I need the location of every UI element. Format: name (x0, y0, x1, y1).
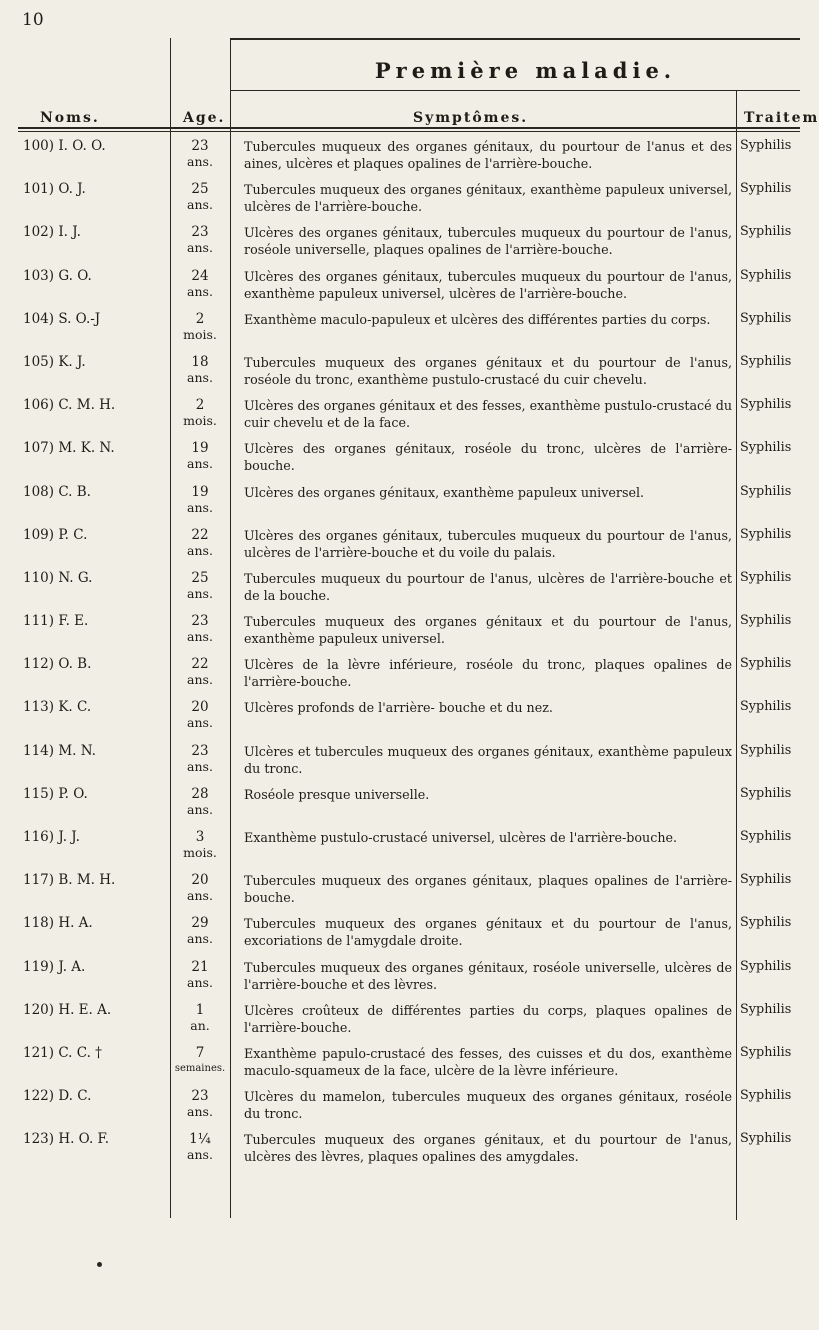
treatment-text: Syphilis (740, 310, 792, 326)
age-unit: ans. (187, 801, 213, 817)
table-row (18, 480, 800, 523)
table-row (18, 1127, 800, 1170)
header-rule (18, 127, 800, 129)
column-head-names: Noms. (40, 110, 100, 126)
age-unit: mois. (183, 326, 217, 342)
symptoms-text: Ulcères des organes génitaux, tubercules muqueux du pourtour de l'anus, exanthème papuleux universel, ulcères de l'arrière-bouche. (244, 268, 732, 301)
table-row (18, 955, 800, 998)
symptoms-text: Tubercules muqueux des organes génitaux, et du pourtour de l'anus, ulcères des lèvres, plaques opalines des amygdales. (244, 1132, 732, 1165)
age-value: 25 (191, 569, 209, 586)
patient-name: 121) C. C. † (23, 1044, 102, 1061)
age-unit: ans. (187, 369, 213, 385)
symptoms-text: Tubercules muqueux des organes génitaux, exanthème papuleux universel, ulcères de l'arrière-bouche. (244, 182, 732, 215)
patient-age (170, 311, 230, 343)
table-row (18, 264, 800, 307)
age-value: 23 (191, 613, 209, 630)
symptoms-text: Ulcères croûteux de différentes parties du corps, plaques opalines de l'arrière-bouche. (244, 1002, 732, 1035)
table-row (18, 609, 800, 652)
age-value: 1 (195, 1001, 205, 1018)
symptoms-text: Ulcères des organes génitaux, tubercules muqueux du pourtour de l'anus, roséole universelle, plaques opalines de l'arrière-bouche. (244, 225, 732, 258)
age-value: 23 (191, 742, 209, 759)
header-rule-2 (18, 131, 800, 132)
patient-name: 100) I. O. O. (23, 138, 106, 154)
age-value: 18 (191, 353, 209, 370)
table-row (18, 782, 800, 825)
treatment-text: Syphilis (740, 1131, 792, 1147)
age-value: 2 (195, 397, 205, 414)
age-value: 23 (191, 1088, 209, 1105)
symptoms-text: Tubercules muqueux des organes génitaux et du pourtour de l'anus, exanthème papuleux universel. (244, 614, 732, 647)
age-value: 20 (191, 699, 209, 716)
patient-age (170, 743, 230, 775)
symptoms-text: Ulcères profonds de l'arrière- bouche et du nez. (244, 700, 553, 716)
patient-name: 111) F. E. (23, 613, 89, 630)
title-rule (230, 90, 800, 91)
table-row (18, 220, 800, 263)
patient-age (170, 699, 230, 731)
treatment-text: Syphilis (740, 138, 792, 153)
age-unit: ans. (187, 888, 213, 904)
treatment-text: Syphilis (740, 1001, 792, 1017)
treatment-text: Syphilis (740, 1044, 792, 1060)
patient-age (170, 1131, 230, 1163)
patient-name: 123) H. O. F. (23, 1131, 110, 1148)
age-unit: ans. (187, 585, 213, 601)
age-value: 20 (191, 872, 209, 889)
table-row (18, 739, 800, 782)
patient-age (170, 224, 230, 256)
age-value: 29 (191, 915, 209, 932)
patient-age (170, 786, 230, 818)
symptoms-text: Roséole presque universelle. (244, 786, 430, 802)
treatment-text: Syphilis (740, 656, 792, 672)
table-row (18, 566, 800, 609)
symptoms-text: Ulcères des organes génitaux, roséole du tronc, ulcères de l'arrière-bouche. (244, 441, 732, 474)
patient-name: 115) P. O. (23, 785, 88, 802)
treatment-text: Syphilis (740, 526, 792, 542)
patient-name: 110) N. G. (23, 569, 93, 586)
age-unit: ans. (187, 154, 213, 169)
column-head-symptoms: Symptômes. (413, 110, 529, 126)
treatment-text: Syphilis (740, 785, 792, 801)
symptoms-text: Exanthème maculo-papuleux et ulcères des différentes parties du corps. (244, 311, 711, 327)
patient-name: 120) H. E. A. (23, 1001, 112, 1018)
age-unit: ans. (187, 672, 213, 688)
patient-name: 106) C. M. H. (23, 397, 116, 414)
table-row (18, 868, 800, 911)
treatment-text: Syphilis (740, 1088, 792, 1104)
age-value: 1¼ (189, 1131, 211, 1148)
table-row (18, 523, 800, 566)
symptoms-text: Ulcères des organes génitaux, exanthème papuleux universel. (244, 484, 645, 500)
symptoms-text: Tubercules muqueux des organes génitaux et du pourtour de l'anus, roséole du tronc, exanthème pustulo-crustacé du cuir chevelu. (244, 354, 732, 387)
treatment-text: Syphilis (740, 267, 792, 283)
patient-age (170, 1045, 230, 1077)
patient-age (170, 354, 230, 386)
disease-table (18, 38, 819, 1218)
symptoms-text: Ulcères et tubercules muqueux des organes génitaux, exanthème papuleux du tronc. (244, 743, 732, 776)
symptoms-text: Ulcères des organes génitaux, tubercules muqueux du pourtour de l'anus, ulcères de l'arrière-bouche et du voile du palais. (244, 527, 732, 560)
patient-name: 113) K. C. (23, 699, 92, 716)
patient-age (170, 138, 230, 170)
patient-name: 103) G. O. (23, 267, 92, 284)
age-value: 19 (191, 440, 209, 457)
patient-name: 107) M. K. N. (23, 440, 115, 457)
age-value: 23 (191, 138, 209, 154)
age-unit: ans. (187, 240, 213, 256)
age-unit: ans. (187, 715, 213, 731)
patient-age (170, 181, 230, 213)
treatment-text: Syphilis (740, 353, 792, 369)
table-row (18, 177, 800, 220)
patient-name: 118) H. A. (23, 915, 93, 932)
treatment-text: Syphilis (740, 181, 792, 197)
patient-age (170, 397, 230, 429)
age-unit: ans. (187, 197, 213, 213)
patient-age (170, 484, 230, 516)
age-value: 23 (191, 224, 209, 241)
patient-age (170, 829, 230, 861)
treatment-text: Syphilis (740, 699, 792, 715)
symptoms-text: Ulcères du mamelon, tubercules muqueux des organes génitaux, roséole du tronc. (244, 1089, 732, 1122)
patient-name: 117) B. M. H. (23, 872, 116, 889)
symptoms-text: Ulcères des organes génitaux et des fesses, exanthème pustulo-crustacé du cuir chevelu et de la face. (244, 398, 732, 431)
patient-name: 122) D. C. (23, 1088, 92, 1105)
column-head-treatment: Traitem (744, 110, 819, 126)
age-unit: ans. (187, 1104, 213, 1120)
treatment-text: Syphilis (740, 569, 792, 585)
patient-name: 114) M. N. (23, 742, 96, 759)
symptoms-text: Tubercules muqueux du pourtour de l'anus, ulcères de l'arrière-bouche et de la bouche. (244, 570, 732, 603)
column-head-age: Age. (183, 110, 226, 126)
treatment-text: Syphilis (740, 440, 792, 456)
patient-name: 102) I. J. (23, 224, 81, 241)
age-unit: an. (190, 1017, 210, 1033)
table-row (18, 307, 800, 350)
patient-name: 112) O. B. (23, 656, 92, 673)
table-row (18, 393, 800, 436)
section-title: Première maladie. (374, 58, 677, 83)
patient-age (170, 570, 230, 602)
age-value: 2 (195, 310, 205, 327)
table-row (18, 825, 800, 868)
age-value: 25 (191, 181, 209, 198)
age-value: 28 (191, 785, 209, 802)
age-unit: ans. (187, 758, 213, 774)
symptoms-text: Tubercules muqueux des organes génitaux, roséole universelle, ulcères de l'arrière-bouche et des lèvres. (244, 959, 732, 992)
treatment-text: Syphilis (740, 397, 792, 413)
patient-age (170, 872, 230, 904)
table-row (18, 350, 800, 393)
patient-name: 105) K. J. (23, 353, 86, 370)
age-unit: semaines. (174, 1062, 226, 1074)
age-value: 24 (191, 267, 209, 284)
age-unit: ans. (187, 629, 213, 645)
treatment-text: Syphilis (740, 224, 792, 240)
symptoms-text: Ulcères de la lèvre inférieure, roséole du tronc, plaques opalines de l'arrière-bouche. (244, 657, 732, 690)
table-row (18, 134, 800, 177)
symptoms-text: Tubercules muqueux des organes génitaux, plaques opalines de l'arrière-bouche. (244, 873, 732, 906)
age-unit: ans. (187, 542, 213, 558)
table-body (18, 134, 800, 1171)
patient-age (170, 1088, 230, 1120)
symptoms-text: Exanthème papulo-crustacé des fesses, des cuisses et du dos, exanthème maculo-squameux de la face, ulcère de la lèvre inférieure. (244, 1045, 732, 1078)
age-value: 19 (191, 483, 209, 500)
top-rule (230, 38, 800, 40)
patient-age (170, 527, 230, 559)
age-value: 22 (191, 656, 209, 673)
patient-name: 104) S. O.-J (23, 310, 101, 327)
treatment-text: Syphilis (740, 742, 792, 758)
age-unit: ans. (187, 456, 213, 472)
patient-age (170, 440, 230, 472)
symptoms-text: Tubercules muqueux des organes génitaux et du pourtour de l'anus, excoriations de l'amygdale droite. (244, 916, 732, 949)
treatment-text: Syphilis (740, 829, 792, 844)
age-value: 3 (195, 829, 205, 845)
treatment-text: Syphilis (740, 613, 792, 629)
patient-age (170, 959, 230, 991)
table-row (18, 1041, 800, 1084)
age-unit: ans. (187, 499, 213, 515)
ink-dot (97, 1262, 102, 1267)
patient-name: 109) P. C. (23, 526, 88, 543)
symptoms-text: Exanthème pustulo-crustacé universel, ulcères de l'arrière-bouche. (244, 830, 678, 845)
symptoms-text: Tubercules muqueux des organes génitaux, du pourtour de l'anus et des aines, ulcères et plaques opalines de l'arrière-bouche. (244, 139, 732, 171)
patient-age (170, 915, 230, 947)
age-unit: ans. (187, 974, 213, 990)
patient-age (170, 613, 230, 645)
patient-age (170, 656, 230, 688)
patient-name: 119) J. A. (23, 958, 86, 975)
patient-name: 101) O. J. (23, 181, 86, 198)
patient-name: 116) J. J. (23, 829, 80, 845)
table-row (18, 695, 800, 738)
table-row (18, 436, 800, 479)
treatment-text: Syphilis (740, 872, 792, 888)
table-row (18, 1084, 800, 1127)
age-value: 7 (195, 1044, 205, 1061)
patient-age (170, 1002, 230, 1034)
age-unit: mois. (183, 845, 217, 860)
page-number: 10 (22, 10, 44, 30)
age-unit: ans. (187, 283, 213, 299)
table-row (18, 998, 800, 1041)
age-unit: mois. (183, 413, 217, 429)
age-unit: ans. (187, 1147, 213, 1163)
age-value: 22 (191, 526, 209, 543)
age-value: 21 (191, 958, 209, 975)
treatment-text: Syphilis (740, 915, 792, 931)
table-row (18, 652, 800, 695)
treatment-text: Syphilis (740, 483, 792, 499)
treatment-text: Syphilis (740, 958, 792, 974)
table-row (18, 911, 800, 954)
patient-age (170, 268, 230, 300)
age-unit: ans. (187, 931, 213, 947)
patient-name: 108) C. B. (23, 483, 91, 500)
